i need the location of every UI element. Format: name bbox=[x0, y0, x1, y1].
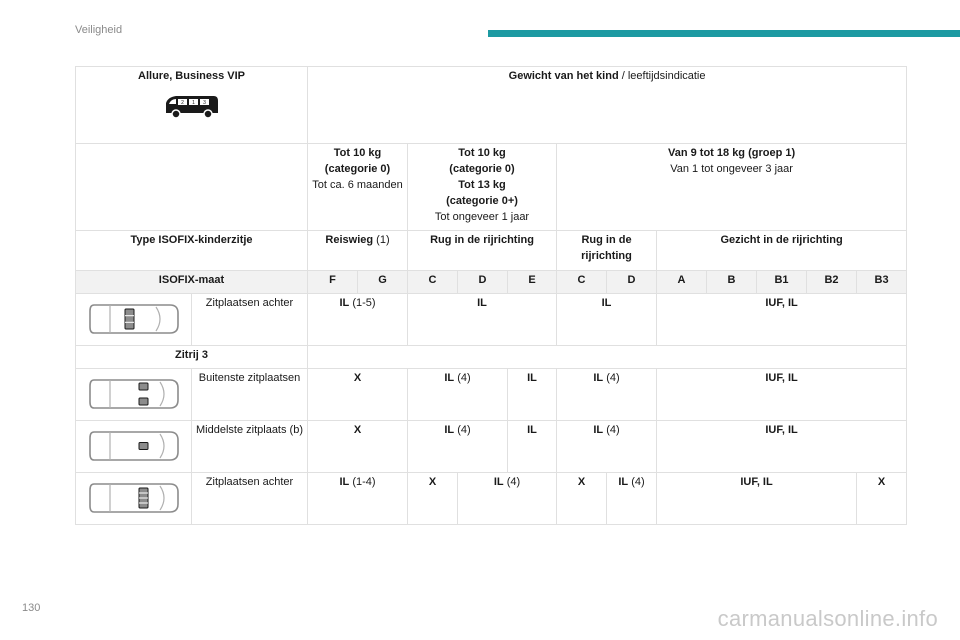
row2-diagram-cell bbox=[76, 294, 192, 346]
svg-text:3: 3 bbox=[202, 99, 206, 106]
row3-header-empty bbox=[308, 346, 907, 369]
row3-outer-rug1a-cell bbox=[408, 369, 508, 421]
row4-c2-cell bbox=[458, 473, 557, 525]
row3-outer-rug1a-note: (4) bbox=[454, 372, 471, 384]
row3-middle-diagram-cell bbox=[76, 421, 192, 473]
type-label: Type ISOFIX-kinderzitje bbox=[130, 234, 253, 246]
size-cell bbox=[707, 271, 757, 294]
group-1-age: Van 1 tot ongeveer 3 jaar bbox=[670, 162, 793, 175]
type-row bbox=[76, 231, 907, 271]
header-accent-bar bbox=[488, 30, 960, 37]
svg-text:1: 1 bbox=[191, 99, 195, 106]
row2-rug2-cell bbox=[557, 294, 657, 346]
row3-middle-label: Middelste zitplaats (b) bbox=[196, 424, 303, 436]
row4-reiswieg-note: (1-4) bbox=[349, 476, 376, 488]
size-cell bbox=[508, 271, 557, 294]
row3-outer-reiswieg-cell bbox=[308, 369, 408, 421]
row4-seats bbox=[76, 473, 907, 525]
row3-outer-rug2-note: (4) bbox=[603, 372, 620, 384]
size-value: A bbox=[677, 274, 686, 286]
row2-rug2-value: IL bbox=[601, 297, 612, 309]
row2-reiswieg-note: (1-5) bbox=[349, 297, 376, 309]
size-cell bbox=[607, 271, 657, 294]
row4-c4-note: (4) bbox=[628, 476, 645, 488]
row4-c2-value: IL bbox=[493, 476, 504, 488]
version-label: Allure, Business VIP bbox=[138, 70, 245, 82]
row3-middle-rug1a-value: IL bbox=[444, 424, 455, 436]
row2-gezicht-value: IUF, IL bbox=[765, 297, 798, 309]
weight-header-rest: / leeftijdsindicatie bbox=[618, 70, 706, 82]
group-0plus-weight-b: Tot 13 kg bbox=[458, 178, 506, 191]
size-cell bbox=[657, 271, 707, 294]
row3-outer-rug2-value: IL bbox=[593, 372, 604, 384]
row4-c1-value: X bbox=[428, 476, 437, 488]
type-reiswieg-cell bbox=[308, 231, 408, 271]
row4-reiswieg-value: IL bbox=[339, 476, 350, 488]
van-icon bbox=[164, 93, 220, 119]
row4-label: Zitplaatsen achter bbox=[205, 476, 294, 488]
row3-outer-label: Buitenste zitplaatsen bbox=[198, 372, 301, 384]
row3-middle-rug1b-value: IL bbox=[527, 424, 537, 436]
size-value: C bbox=[428, 274, 437, 286]
row2-seats bbox=[76, 294, 907, 346]
size-label-cell bbox=[76, 271, 308, 294]
row3-outer-label-cell bbox=[192, 369, 308, 421]
row4-label-cell bbox=[192, 473, 308, 525]
group-1-weight: Van 9 tot 18 kg (groep 1) bbox=[668, 147, 796, 159]
row4-c5-cell bbox=[657, 473, 857, 525]
group-0plus-age: Tot ongeveer 1 jaar bbox=[434, 210, 530, 223]
row4-c4-value: IL bbox=[618, 476, 629, 488]
row2-gezicht-cell bbox=[657, 294, 907, 346]
row4-c1-cell bbox=[408, 473, 458, 525]
type-rug1-cell bbox=[408, 231, 557, 271]
type-rug2-cell bbox=[557, 231, 657, 271]
size-cell bbox=[358, 271, 408, 294]
type-gezicht-cell bbox=[657, 231, 907, 271]
svg-text:2: 2 bbox=[180, 99, 184, 106]
size-value: D bbox=[478, 274, 487, 286]
group-0-category: (categorie 0) bbox=[324, 162, 391, 175]
row3-outer-gezicht-value: IUF, IL bbox=[765, 372, 798, 384]
row3-middle-gezicht-cell bbox=[657, 421, 907, 473]
row3-outer-reiswieg-value: X bbox=[353, 372, 362, 384]
size-value: B3 bbox=[874, 274, 889, 286]
size-cell bbox=[807, 271, 857, 294]
group-0-weight: Tot 10 kg bbox=[333, 147, 382, 159]
row3-outer-rug1b-cell bbox=[508, 369, 557, 421]
section-title: Veiligheid bbox=[75, 24, 123, 36]
size-value: D bbox=[627, 274, 636, 286]
type-rug1: Rug in de rijrichting bbox=[430, 234, 534, 246]
weight-header-bold: Gewicht van het kind bbox=[508, 70, 619, 82]
row3-middle-rug2-note: (4) bbox=[603, 424, 620, 436]
row3-middle-rug2-value: IL bbox=[593, 424, 604, 436]
row3-outer-rug1b-value: IL bbox=[527, 372, 537, 384]
row3-outer-gezicht-cell bbox=[657, 369, 907, 421]
watermark: carmanualsonline.info bbox=[717, 606, 938, 631]
size-value: B bbox=[727, 274, 736, 286]
row2-reiswieg-value: IL bbox=[339, 297, 350, 309]
page-number: 130 bbox=[22, 602, 41, 614]
group-0-age: Tot ca. 6 maanden bbox=[312, 178, 403, 191]
row2-rug1-value: IL bbox=[477, 297, 487, 309]
type-gezicht: Gezicht in de rijrichting bbox=[720, 234, 843, 246]
row4-c5-value: IUF, IL bbox=[740, 476, 773, 488]
row4-c6-value: X bbox=[877, 476, 886, 488]
row3-outer-rug2-cell bbox=[557, 369, 657, 421]
row3-middle-seat bbox=[76, 421, 907, 473]
row3-header: Zitrij 3 bbox=[175, 349, 209, 361]
row4-c4-cell bbox=[607, 473, 657, 525]
row2-label: Zitplaatsen achter bbox=[205, 297, 294, 309]
row3-middle-gezicht-value: IUF, IL bbox=[765, 424, 798, 436]
size-value: B1 bbox=[774, 274, 789, 286]
type-rug2: Rug in de rijrichting bbox=[581, 234, 632, 262]
row4-c6-cell bbox=[857, 473, 907, 525]
group-0plus-category-a: (categorie 0) bbox=[449, 162, 515, 175]
size-cell bbox=[408, 271, 458, 294]
car-seat-diagram-icon bbox=[86, 478, 182, 518]
size-value: E bbox=[528, 274, 536, 286]
size-cell bbox=[308, 271, 358, 294]
weight-groups-row bbox=[76, 144, 907, 231]
row3-middle-rug1b-cell bbox=[508, 421, 557, 473]
size-cell bbox=[757, 271, 807, 294]
row4-c3-value: X bbox=[577, 476, 586, 488]
type-label-cell bbox=[76, 231, 308, 271]
isofix-table bbox=[75, 66, 907, 525]
row3-middle-rug1a-note: (4) bbox=[454, 424, 471, 436]
weight-groups-empty bbox=[76, 144, 308, 231]
version-cell bbox=[76, 67, 308, 144]
weight-header-cell bbox=[308, 67, 907, 144]
car-seat-diagram-icon bbox=[86, 299, 182, 339]
car-seat-diagram-icon bbox=[86, 426, 182, 466]
group-0-cell bbox=[308, 144, 408, 231]
size-row bbox=[76, 271, 907, 294]
row2-label-cell bbox=[192, 294, 308, 346]
row4-c3-cell bbox=[557, 473, 607, 525]
row3-middle-rug2-cell bbox=[557, 421, 657, 473]
group-0plus-cell bbox=[408, 144, 557, 231]
row4-diagram-cell bbox=[76, 473, 192, 525]
size-cell bbox=[557, 271, 607, 294]
row3-outer-diagram-cell bbox=[76, 369, 192, 421]
size-cell bbox=[458, 271, 508, 294]
row3-middle-reiswieg-cell bbox=[308, 421, 408, 473]
car-seat-diagram-icon bbox=[86, 374, 182, 414]
size-value: F bbox=[329, 274, 336, 286]
row4-c2-note: (4) bbox=[503, 476, 521, 488]
row3-header-row bbox=[76, 346, 907, 369]
row3-middle-label-cell bbox=[192, 421, 308, 473]
row3-header-cell bbox=[76, 346, 308, 369]
group-1-cell bbox=[557, 144, 907, 231]
version-row bbox=[76, 67, 907, 144]
size-label: ISOFIX-maat bbox=[158, 274, 225, 286]
row3-outer-rug1a-value: IL bbox=[444, 372, 455, 384]
row3-middle-rug1a-cell bbox=[408, 421, 508, 473]
row3-outer-seats bbox=[76, 369, 907, 421]
size-value: C bbox=[577, 274, 586, 286]
row2-rug1-cell bbox=[408, 294, 557, 346]
group-0plus-category-b: (categorie 0+) bbox=[446, 194, 518, 207]
size-value: B2 bbox=[824, 274, 839, 286]
type-reiswieg-note: (1) bbox=[373, 234, 390, 246]
size-value: G bbox=[378, 274, 387, 286]
row3-middle-reiswieg-value: X bbox=[353, 424, 362, 436]
row4-reiswieg-cell bbox=[308, 473, 408, 525]
row2-reiswieg-cell bbox=[308, 294, 408, 346]
type-reiswieg: Reiswieg bbox=[325, 234, 374, 246]
group-0plus-weight-a: Tot 10 kg bbox=[458, 147, 506, 159]
size-cell bbox=[857, 271, 907, 294]
